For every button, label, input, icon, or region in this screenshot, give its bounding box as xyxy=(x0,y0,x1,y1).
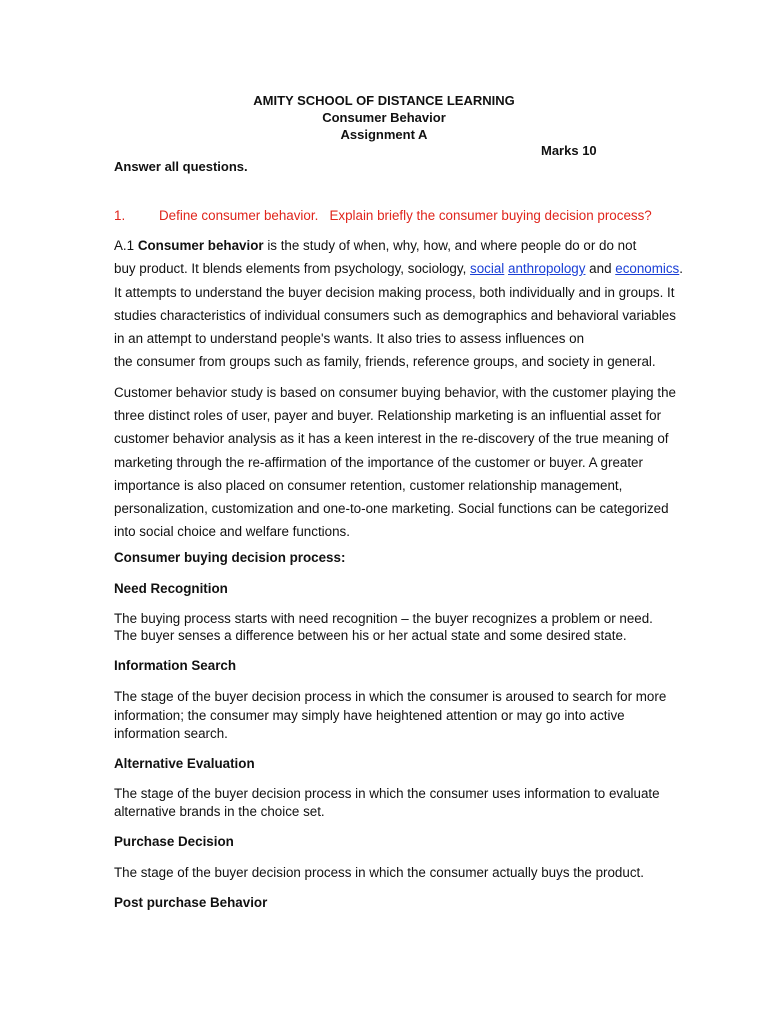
paragraph-line: Customer behavior study is based on consumer buying behavior, with the customer playing the xyxy=(114,385,676,400)
link-social[interactable]: social xyxy=(470,261,505,276)
paragraph-line: customer behavior analysis as it has a keen interest in the re-discovery of the true meaning of xyxy=(114,431,669,446)
link-economics[interactable]: economics xyxy=(615,261,680,276)
process-heading: Consumer buying decision process: xyxy=(114,550,346,565)
link-anthropology[interactable]: anthropology xyxy=(508,261,586,276)
answer-term: Consumer behavior xyxy=(137,238,264,253)
paragraph-line: three distinct roles of user, payer and buyer. Relationship marketing is an influential asset for xyxy=(114,408,662,423)
stage-line: The stage of the buyer decision process in which the consumer actually buys the product. xyxy=(114,865,644,880)
answer-line: the consumer from groups such as family, friends, reference groups, and society in general. xyxy=(114,354,656,369)
stage-title: Information Search xyxy=(114,658,237,673)
question-number: 1. xyxy=(114,208,126,223)
stage-line: information; the consumer may simply have heightened attention or may go into active xyxy=(114,708,625,723)
stage-title: Post purchase Behavior xyxy=(114,895,268,910)
stage-line: alternative brands in the choice set. xyxy=(114,804,325,819)
answer-prefix: A.1 xyxy=(114,238,138,253)
stage-line: information search. xyxy=(114,726,228,741)
answer-line: It attempts to understand the buyer decision making process, both individually and in groups. It xyxy=(114,285,675,300)
stage-title: Purchase Decision xyxy=(114,834,234,849)
answer-line-2 xyxy=(114,261,683,276)
paragraph-line: importance is also placed on consumer retention, customer relationship management, xyxy=(114,478,623,493)
stage-line: The stage of the buyer decision process in which the consumer is aroused to search for more xyxy=(114,689,667,704)
answer-line-2-text: buy product. It blends elements from psychology, sociology, xyxy=(114,261,471,276)
paragraph-line: marketing through the re-affirmation of the importance of the customer or buyer. A greater xyxy=(114,455,643,470)
answer-and: and xyxy=(585,261,616,276)
stage-title: Alternative Evaluation xyxy=(114,756,255,771)
school-title: AMITY SCHOOL OF DISTANCE LEARNING xyxy=(253,93,515,108)
stage-line: The buying process starts with need recognition – the buyer recognizes a problem or need. xyxy=(114,611,653,626)
instructions: Answer all questions. xyxy=(114,159,248,174)
stage-title: Need Recognition xyxy=(114,581,228,596)
course-title: Consumer Behavior xyxy=(322,110,446,125)
answer-line-1 xyxy=(114,238,636,253)
stage-line: The stage of the buyer decision process in which the consumer uses information to evaluate xyxy=(114,786,660,801)
answer-line-1-rest: is the study of when, why, how, and where people do or do not xyxy=(263,238,637,253)
answer-line: studies characteristics of individual consumers such as demographics and behavioral variables xyxy=(114,308,676,323)
answer-line: in an attempt to understand people's wants. It also tries to assess influences on xyxy=(114,331,585,346)
stage-line: The buyer senses a difference between his or her actual state and some desired state. xyxy=(114,628,627,643)
paragraph-line: personalization, customization and one-to-one marketing. Social functions can be categorized xyxy=(114,501,669,516)
paragraph-line: into social choice and welfare functions. xyxy=(114,524,350,539)
assignment-title: Assignment A xyxy=(340,127,428,142)
question-text: Define consumer behavior. Explain briefly the consumer buying decision process? xyxy=(159,208,652,223)
marks-label: Marks 10 xyxy=(541,143,597,158)
answer-period: . xyxy=(679,261,683,276)
